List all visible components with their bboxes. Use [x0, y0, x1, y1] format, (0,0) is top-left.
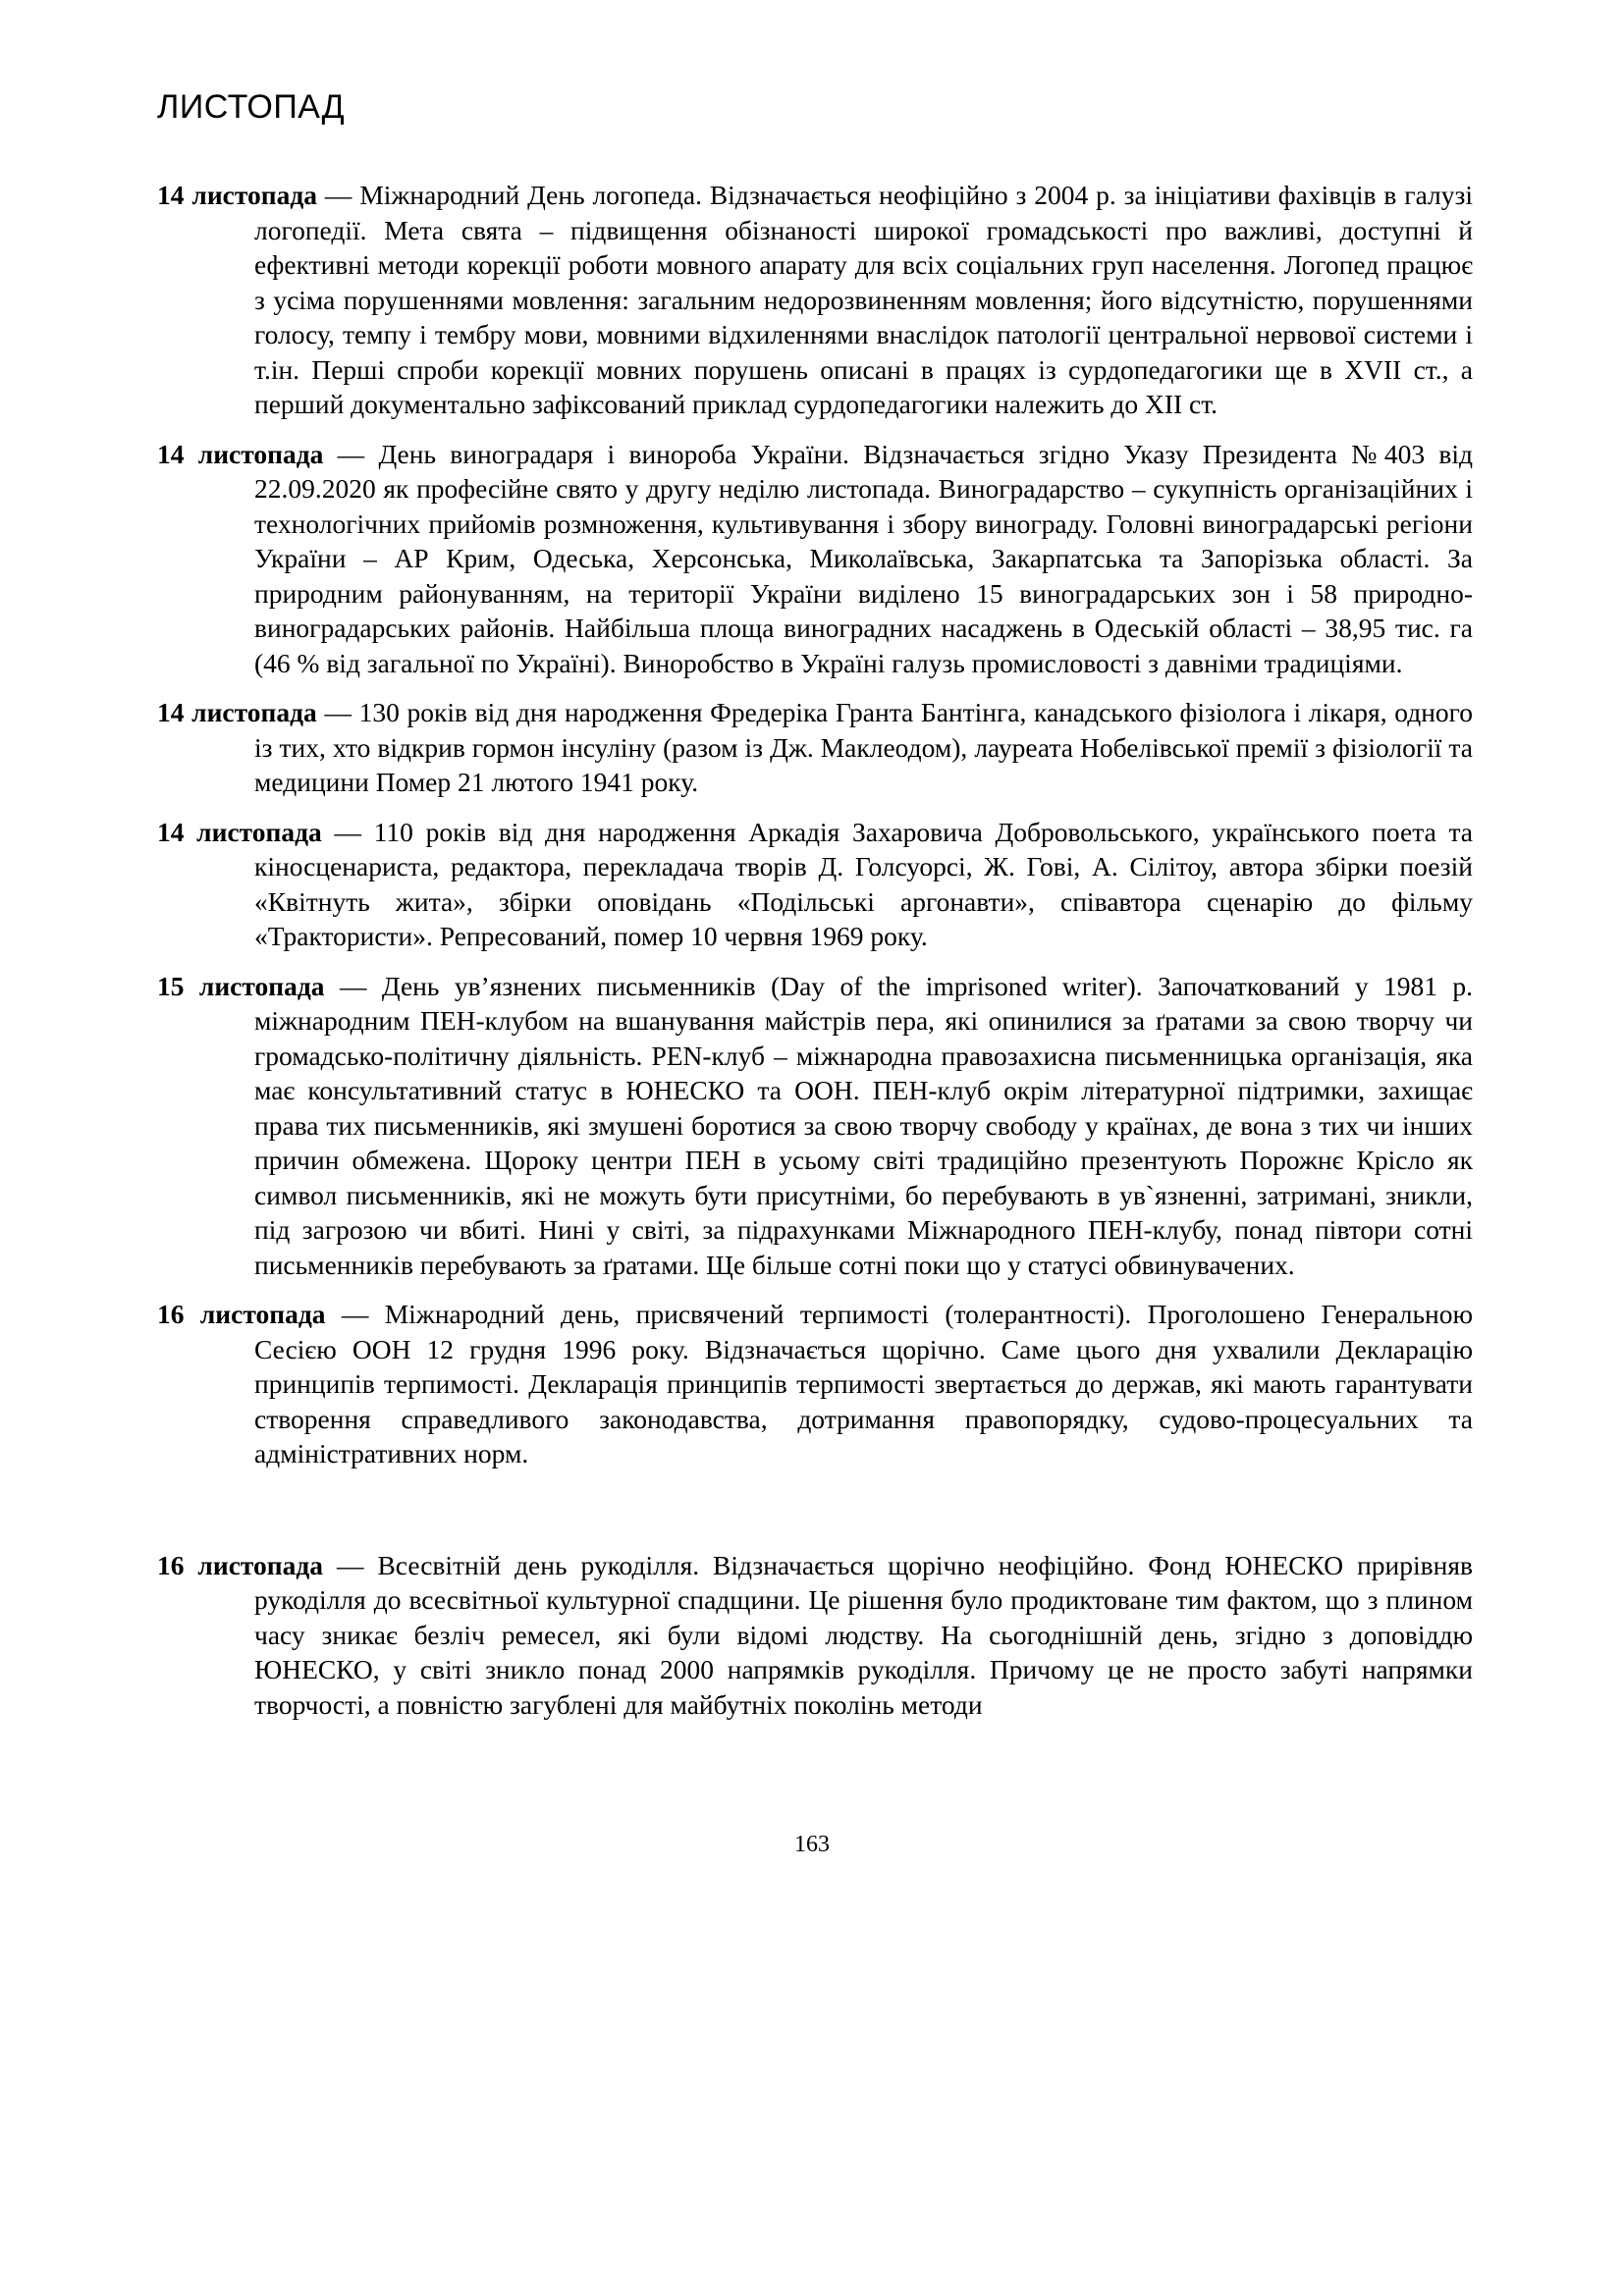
entry-text: Міжнародний День логопеда. Відзначається неофіційно з 2004 р. за ініціативи фахівців в галузі логопедії. Мета свята – підвищення обізнаності широкої громадськості про важливі, доступні й ефективні методи корекції роботи мовного апарату для всіх соціальних груп населення. Логопед працює з усіма порушеннями мовлення: загальним недорозвиненням мовлення; його відсутністю, порушеннями голосу, темпу і тембру мови, мовними відхиленнями внаслідок патології центральної нервової системи і т.ін. Перші спроби корекції мовних порушень описані в працях із сурдопедагогики ще в XVII ст., а перший документально зафіксований приклад сурдопедагогики належить до XII ст.: [254, 180, 1474, 419]
page-heading: ЛИСТОПАД: [157, 88, 346, 126]
entry-date: 16 листопада: [157, 1549, 324, 1580]
entry-date: 14 листопада: [157, 180, 318, 210]
entry-text: Всесвітній день рукоділля. Відзначається щорічно неофіційно. Фонд ЮНЕСКО прирівняв рукоділля до всесвітньої культурної спадщини. Це рішення було продиктоване тим фактом, що з плином часу зникає безліч ремесел, які були відомі людству. На сьогоднішній день, згідно з доповіддю ЮНЕСКО, у світі зникло понад 2000 напрямків рукоділля. Причому це не просто забуті напрямки творчості, а повністю загублені для майбутніх поколінь методи: [254, 1549, 1473, 1720]
document-page: [157, 88, 1473, 1736]
entry-date: 14 листопада: [157, 438, 324, 469]
entry-text: День виноградаря і винороба України. Відзначається згідно Указу Президента №403 від 22.09.2020 як професійне свято у другу неділю листопада. Виноградарство – сукупність організаційних і технологічних прийомів розмноження, культивування і збору винограду. Головні виноградарські регіони України – АР Крим, Одеська, Херсонська, Миколаївська, Закарпатська та Запорізька області. За природним районуванням, на території України виділено 15 виноградарських зон і 58 природно-виноградарських районів. Найбільша площа виноградних насаджень в Одеській області – 38,95 тис. га (46 % від загальної по Україні). Виноробство в Україні галузь промисловості з давніми традиціями.: [254, 438, 1473, 678]
calendar-entry: [157, 437, 1473, 681]
entry-text: 110 років від дня народження Аркадія Захаровича Добровольського, українського поета та кіносценариста, редактора, перекладача творів Д. Голсуорсі, Ж. Гові, А. Сілітоу, автора збірки поезій «Квітнуть жита», збірки оповідань «Подільські аргонавти», співавтора сценарію до фільму «Трактористи». Репресований, помер 10 червня 1969 року.: [254, 816, 1474, 951]
entry-dash: —: [321, 816, 374, 847]
calendar-entry: [157, 1548, 1473, 1723]
entry-dash: —: [317, 180, 360, 210]
entry-dash: —: [324, 970, 382, 1001]
entry-date: 15 листопада: [157, 970, 325, 1001]
entry-date: 14 листопада: [157, 697, 317, 727]
calendar-entry: [157, 815, 1473, 954]
entry-dash: —: [325, 1299, 385, 1329]
entry-dash: —: [323, 438, 379, 469]
calendar-entry: [157, 178, 1473, 422]
calendar-entry: [157, 695, 1473, 800]
entry-text: День ув’язнених письменників (Day of the imprisoned writer). Започаткований у 1981 р. міжнародним ПЕН-клубом на вшанування майстрів пера, які опинилися за ґратами за свою творчу чи громадсько-політичну діяльність. PEN-клуб – міжнародна правозахисна письменницька організація, яка має консультативний статус в ЮНЕСКО та ООН. ПЕН-клуб окрім літературної підтримки, захищає права тих письменників, які змушені боротися за свою творчу свободу у країнах, де вона з тих чи інших причин обмежена. Щороку центри ПЕН в усьому світі традиційно презентують Порожнє Крісло як символ письменників, які не можуть бути присутніми, бо перебувають в ув`язненні, затримані, зникли, під загрозою чи вбиті. Нині у світі, за підрахунками Міжнародного ПЕН-клубу, понад півтори сотні письменників перебувають за ґратами. Ще більше сотні поки що у статусі обвинувачених.: [254, 970, 1474, 1280]
calendar-entry: [157, 1297, 1473, 1471]
entry-date: 16 листопада: [157, 1299, 326, 1329]
entry-text: Міжнародний день, присвячений терпимості (толерантності). Проголошено Генеральною Сесією ООН 12 грудня 1996 року. Відзначається щорічно. Саме цього дня ухвалили Декларацію принципів терпимості. Декларація принципів терпимості звертається до держав, які мають гарантувати створення справедливого законодавства, дотримання правопорядку, судово-процесуальних та адміністративних норм.: [254, 1299, 1473, 1468]
entry-dash: —: [316, 697, 359, 727]
entry-date: 14 листопада: [157, 816, 322, 847]
calendar-entry: [157, 969, 1473, 1283]
entry-text: 130 років від дня народження Фредеріка Гранта Бантінга, канадського фізіолога і лікаря, одного із тих, хто відкрив гормон інсуліну (разом із Дж. Маклеодом), лауреата Нобелівської премії з фізіології та медицини Помер 21 лютого 1941 року.: [254, 697, 1474, 797]
page-number: 163: [794, 1832, 830, 1857]
entry-dash: —: [323, 1549, 378, 1580]
